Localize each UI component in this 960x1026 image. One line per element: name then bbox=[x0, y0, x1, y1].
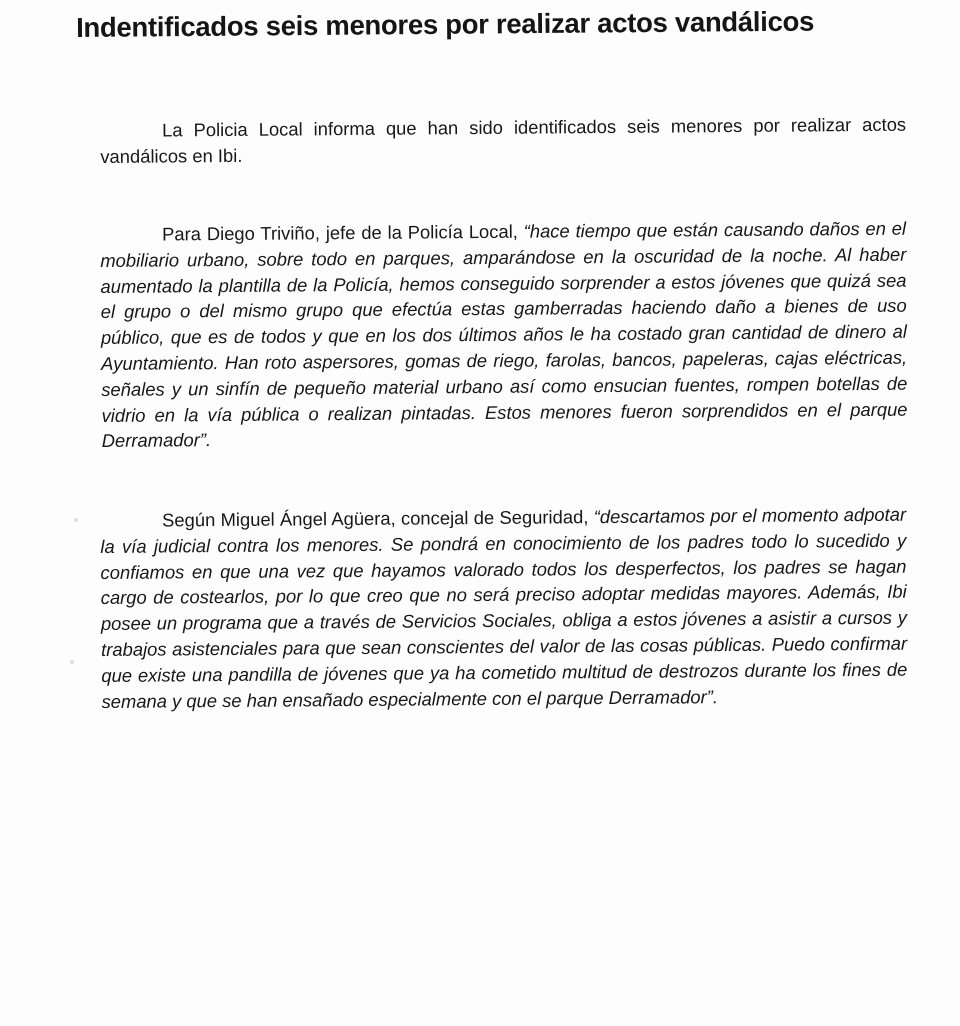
police-chief-quote: “hace tiempo que están causando daños en el mobiliario urbano, sobre todo en parques, amparándose en la oscuridad de la noche. Al haber aumentado la plantilla de la Policía, hemos conseguido sorprender a estos jóvenes que quizá sea el grupo o del mismo grupo que efectúa estas gamberradas haciendo daño a bienes de uso público, que es de todos y que en los dos últimos años le ha costado gran cantidad de dinero al Ayuntamiento. Han roto aspersores, gomas de riego, farolas, bancos, papeleras, cajas eléctricas, señales y un sinfín de pequeño material urbano así como ensucian fuentes, rompen botellas de vidrio en la vía pública o realizan pintadas. Estos menores fueron sorprendidos en el parque Derramador”. bbox=[100, 217, 908, 452]
scan-speck bbox=[74, 518, 78, 522]
article-title: Indentificados seis menores por realizar actos vandálicos bbox=[76, 5, 815, 43]
paragraph-police-chief-quote bbox=[100, 216, 908, 454]
councillor-quote: “descartamos por el momento adpotar la vía judicial contra los menores. Se pondrá en conocimiento de los padres todo lo sucedido y confiamos en que una vez que hayamos valorado todos los desperfectos, los padres se hagan cargo de costearlos, por lo que creo que no será preciso adoptar medidas mayores. Además, Ibi posee un programa que a través de Servicios Sociales, obliga a estos jóvenes a asistir a cursos y trabajos asistenciales para que sean conscientes del valor de las cosas públicas. Puedo confirmar que existe una pandilla de jóvenes que ya ha cometido multitud de destrozos durante los fines de semana y que se han ensañado especialmente con el parque Derramador”. bbox=[100, 503, 908, 712]
paragraph-councillor-quote bbox=[100, 502, 908, 715]
paragraph-intro: La Policia Local informa que han sido identificados seis menores por realizar actos vandálicos en Ibi. bbox=[100, 113, 907, 167]
paragraph-councillor-intro: Según Miguel Ángel Agüera, concejal de Seguridad, bbox=[162, 506, 594, 531]
paragraph-police-chief-intro: Para Diego Triviño, jefe de la Policía Local, bbox=[162, 220, 524, 245]
scan-speck bbox=[70, 660, 74, 664]
